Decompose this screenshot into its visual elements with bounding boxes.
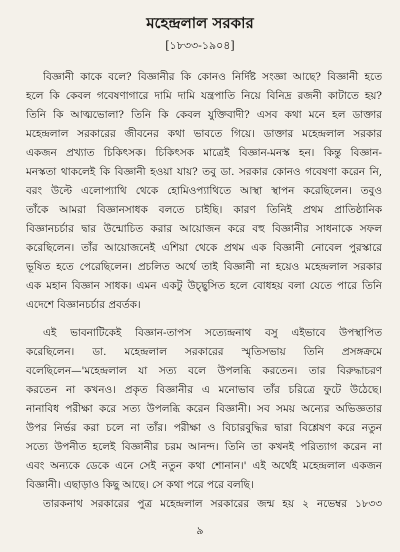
text-line: বিজ্ঞানচর্চার দ্বার উন্মোচিত করার আয়োজন করে বহু বিজ্ঞানীর সাধনাকে সফল — [26, 223, 382, 235]
text-line: এই ভাবনাটিকেই বিজ্ঞান-তাপস সত্যেন্দ্রনাথ বসু এইভাবে উপস্থাপিত — [43, 327, 382, 339]
text-line: উপর নির্ভর করা চলে না তাঁর। পরীক্ষা ও বিচারবুদ্ধির দ্বারা বিশ্লেষণ করে নতুন — [26, 422, 382, 434]
text-line: তাঁকে আমরা বিজ্ঞানসাধক বলতে চাইছি। কারণ তিনিই প্রথম প্রাতিষ্ঠানিক — [26, 204, 382, 216]
text-line: একজন প্রখ্যাত চিকিৎসক। চিকিৎসক মাত্রেই বিজ্ঞান-মনস্ক হন। কিন্তু বিজ্ঞান- — [26, 147, 382, 159]
text-line: এক মহান বিজ্ঞান সাধক। এমন একটু উচ্ছ্বসিত হলে বোধহয় বলা যেতে পারে তিনি — [26, 280, 382, 292]
text-line: বিজ্ঞানী। এছাড়াও কিছু আছে। সে কথা পরে পরে বলছি। — [26, 479, 254, 491]
page-number: ৯ — [196, 524, 204, 537]
text-line: এবং অন্যকে ডেকে এনে সেই নতুন কথা শোনান।' এই অর্থেই মহেন্দ্রলাল একজন — [26, 460, 382, 472]
text-line: করেছিলেন। ডা. মহেন্দ্রলাল সরকারের স্মৃতিসভায় তিনি প্রসঙ্গক্রমে — [26, 346, 382, 358]
text-line: করেছিলেন। তাঁর আয়োজনেই এশিয়া থেকে প্রথম এক বিজ্ঞানী নোবেল পুরস্কারে — [26, 242, 382, 254]
text-line: বিজ্ঞানী কাকে বলে? বিজ্ঞানীর কি কোনও নির্দিষ্ট সংজ্ঞা আছে? বিজ্ঞানী হতে — [43, 71, 382, 83]
text-line: হলে কি কেবল গবেষণাগারে দামি দামি যন্ত্রপাতি নিয়ে বিনিদ্র রজনী কাটাতে হয়? — [26, 90, 382, 102]
text-line: মনস্কতা থাকলেই কি বিজ্ঞানী হওয়া যায়? তবু ডা. সরকার কোনও গবেষণা করেন নি, — [26, 166, 382, 178]
text-line: নানাবিধ পরীক্ষা করে সত্য উপলব্ধি করেন বিজ্ঞানী। সব সময় অন্যের অভিজ্ঞতার — [26, 403, 382, 415]
life-dates: [১৮৩৩-১৯০৪] — [165, 39, 235, 52]
text-line: বরং উল্টে এলোপ্যাথি থেকে হোমিওপ্যাথিতে আস্থা স্থাপন করেছিলেন। তবুও — [26, 185, 382, 197]
text-line: ভূষিত হতে পেরেছিলেন। প্রচলিত অর্থে তাই বিজ্ঞানী না হয়েও মহেন্দ্রলাল সরকার — [26, 261, 382, 273]
text-line: তারকনাথ সরকারের পুত্র মহেন্দ্রলাল সরকারের জন্ম হয় ২ নভেম্বর ১৮৩৩ — [43, 498, 382, 510]
text-line: তিনি কি আত্মভোলা? তিনি কি কেবল যুক্তিবাদী? এসব কথা মনে হল ডাক্তার — [26, 109, 382, 121]
page-title: মহেন্দ্রলাল সরকার — [146, 14, 254, 32]
text-line: করতেন না কখনও। প্রকৃত বিজ্ঞানীর এ মনোভাব তাঁর চরিত্রে ফুটে উঠেছে। — [26, 384, 382, 396]
text-line: এদেশে বিজ্ঞানচর্চার প্রবর্তক। — [26, 299, 141, 311]
text-line: সত্যে উপনীত হলেই বিজ্ঞানীর চরম আনন্দ। তিনি তা কখনই পরিত্যাগ করেন না — [26, 441, 382, 453]
text-line: মহেন্দ্রলাল সরকারের জীবনের কথা ভাবতে গিয়ে। ডাক্তার মহেন্দ্রলাল সরকার — [26, 128, 382, 140]
text-line: বলেছিলেন—'মহেন্দ্রলাল যা সত্য বলে উপলব্ধি করতেন। তার বিরুদ্ধাচরণ — [26, 365, 382, 377]
